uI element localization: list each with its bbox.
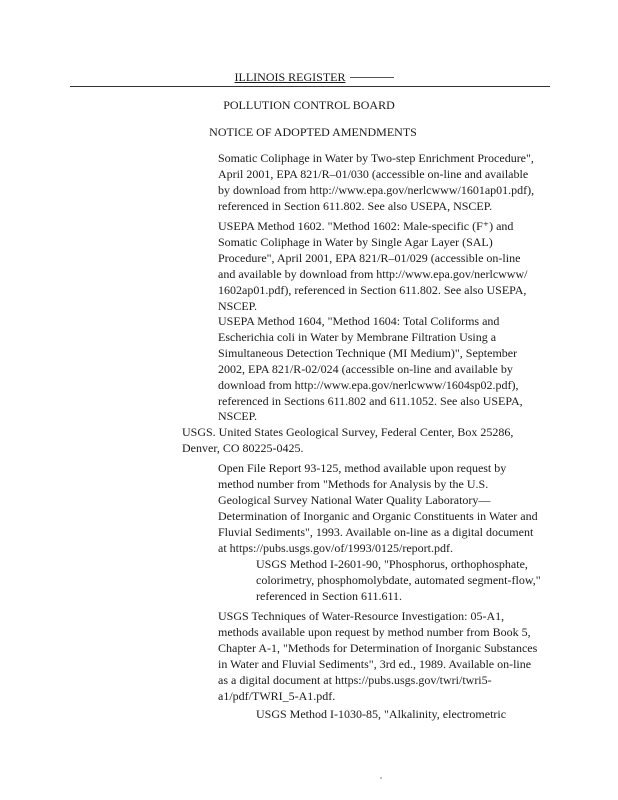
text-line: method number from "Methods for Analysis by the U.S. [218,476,489,491]
text-line: Fluvial Sediments", 1993. Available on-line as a digital document [218,524,534,539]
text-line: USGS. United States Geological Survey, Federal Center, Box 25286, [182,425,514,439]
header-blank-line [350,77,394,78]
text-line: USEPA Method 1602. "Method 1602: Male-specific (F⁺) and [218,219,514,233]
text-line: a1/pdf/TWRI_5-A1.pdf. [218,688,336,703]
text-line: methods available upon request by method number from Book 5, [218,624,531,639]
board-title: POLLUTION CONTROL BOARD [223,98,395,112]
paragraph-usgs-techniques [218,609,563,704]
paragraph-somatic-coliphage [218,151,558,215]
text-line: Denver, CO 80225-0425. [182,440,304,455]
text-line: Somatic Coliphage in Water by Two-step Enrichment Procedure", [218,151,534,165]
text-line: colorimetry, phosphomolybdate, automated segment-flow," [256,572,541,587]
paragraph-open-file-report [218,461,563,556]
text-line: USEPA Method 1604, "Method 1604: Total Coliforms and [218,314,500,328]
text-line: Open File Report 93-125, method available upon request by [218,461,507,475]
text-line: and available by download from http://www.epa.gov/nerlcwww/ [218,266,528,281]
text-line: download from http://www.epa.gov/nerlcwww/1604sp02.pdf), [218,377,519,392]
text-line: Determination of Inorganic and Organic Constituents in Water and [218,508,538,523]
text-line: Chapter A-1, "Methods for Determination of Inorganic Substances [218,640,538,655]
text-line: USGS Techniques of Water-Resource Investigation: 05-A1, [218,609,505,623]
text-line: USGS Method I-1030-85, "Alkalinity, electrometric [256,707,507,721]
paragraph-usgs-address [182,425,562,457]
notice-title: NOTICE OF ADOPTED AMENDMENTS [209,125,417,139]
text-line: as a digital document at https://pubs.usgs.gov/twri/twri5- [218,672,492,687]
text-line: at https://pubs.usgs.gov/of/1993/0125/report.pdf. [218,540,453,555]
text-line: referenced in Section 611.802. See also USEPA, NSCEP. [218,198,493,213]
text-line: Procedure", April 2001, EPA 821/R–01/029 (accessible on-line [218,250,521,265]
text-line: NSCEP. [218,298,258,313]
text-line: 1602ap01.pdf), referenced in Section 611.802. See also USEPA, [218,282,527,297]
text-line: in Water and Fluvial Sediments", 3rd ed., 1989. Available on-line [218,656,532,671]
paragraph-usepa-1602 [218,219,558,314]
paragraph-usepa-1604 [218,314,558,425]
paragraph-usgs-i-1030-85 [256,707,566,723]
text-line: 2002, EPA 821/R-02/024 (accessible on-line and available by [218,361,513,376]
header-rule [70,86,550,87]
text-line: USGS Method I-2601-90, "Phosphorus, orthophosphate, [256,557,528,571]
text-line: NSCEP. [218,409,258,424]
text-line: by download from http://www.epa.gov/nerlcwww/1601ap01.pdf), [218,182,535,197]
text-line: Geological Survey National Water Quality Laboratory— [218,492,491,507]
register-header [0,70,618,84]
text-line: referenced in Section 611.611. [256,588,403,603]
text-line: April 2001, EPA 821/R–01/030 (accessible on-line and available [218,166,529,181]
text-line: referenced in Sections 611.802 and 611.1052. See also USEPA, [218,393,523,408]
text-line: Somatic Coliphage in Water by Single Agar Layer (SAL) [218,234,493,249]
paragraph-usgs-i-2601-90 [256,557,566,605]
scan-speck [380,777,382,779]
text-line: Escherichia coli in Water by Membrane Filtration Using a [218,329,497,344]
text-line: Simultaneous Detection Technique (MI Medium)", September [218,345,518,360]
register-title: ILLINOIS REGISTER [234,70,346,84]
